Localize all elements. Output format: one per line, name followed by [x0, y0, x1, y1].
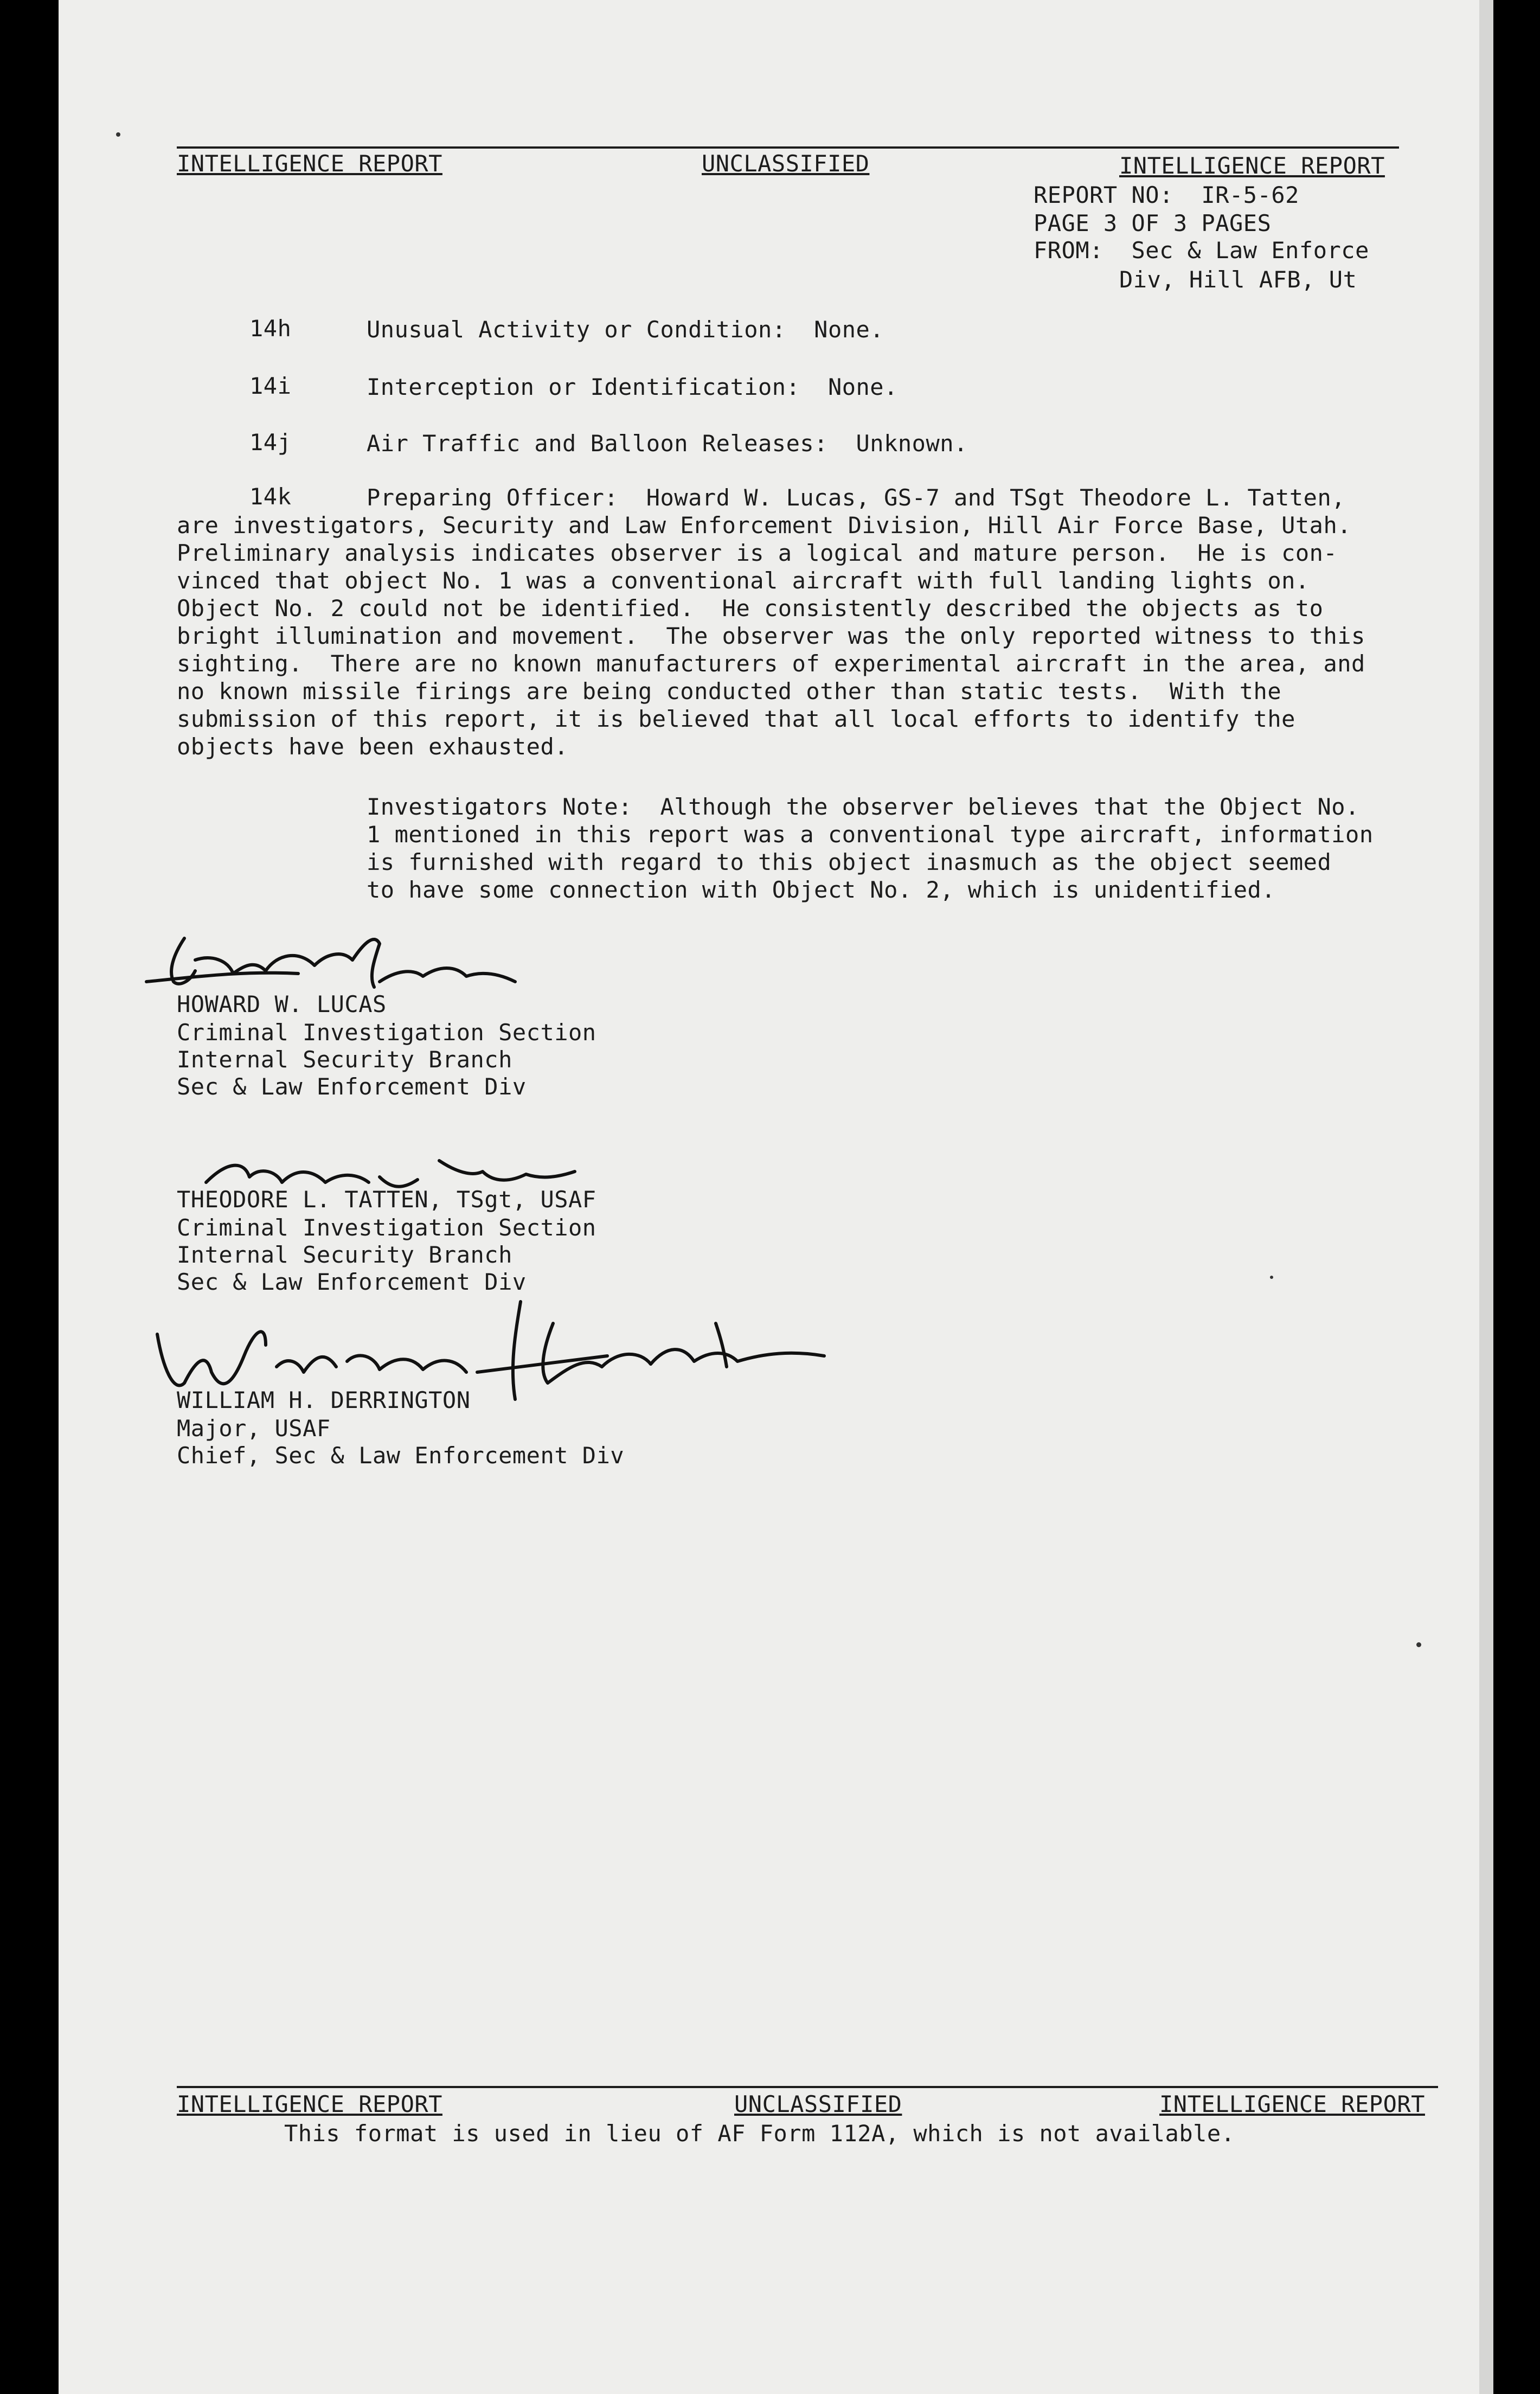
item-text: Air Traffic and Balloon Releases: Unknown.	[367, 430, 968, 457]
from-line-1: FROM: Sec & Law Enforce	[1034, 237, 1369, 264]
paragraph-line: sighting. There are no known manufacturers of experimental aircraft in the area, and	[177, 650, 1365, 677]
paragraph-line: no known missile firings are being conducted other than static tests. With the	[177, 678, 1282, 705]
item-number: 14h	[249, 315, 292, 342]
header-right: INTELLIGENCE REPORT	[1119, 152, 1385, 179]
signer-title: Criminal Investigation Section	[177, 1019, 596, 1046]
note-line: to have some connection with Object No. 2, which is unidentified.	[367, 876, 1276, 903]
paragraph-line: Preliminary analysis indicates observer is a logical and mature person. He is con-	[177, 540, 1338, 566]
paragraph-line: objects have been exhausted.	[177, 733, 569, 760]
header-center: UNCLASSIFIED	[702, 150, 870, 177]
scan-speck	[1416, 1642, 1421, 1647]
signer-title: Sec & Law Enforcement Div	[177, 1269, 527, 1295]
item-number: 14k	[249, 483, 292, 510]
paragraph-line: Preparing Officer: Howard W. Lucas, GS-7 and TSgt Theodore L. Tatten,	[367, 484, 1346, 511]
item-text: Interception or Identification: None.	[367, 374, 898, 400]
paragraph-line: bright illumination and movement. The observer was the only reported witness to this	[177, 623, 1365, 649]
page-edge	[1479, 0, 1493, 2394]
header-left: INTELLIGENCE REPORT	[177, 150, 442, 177]
signer-title: Internal Security Branch	[177, 1046, 512, 1073]
paragraph-line: Object No. 2 could not be identified. He consistently described the objects as to	[177, 595, 1324, 622]
footer-center: UNCLASSIFIED	[734, 2091, 902, 2117]
note-line: is furnished with regard to this object inasmuch as the object seemed	[367, 849, 1332, 875]
footer-left: INTELLIGENCE REPORT	[177, 2091, 442, 2117]
page-count: PAGE 3 OF 3 PAGES	[1034, 210, 1272, 236]
signer-title: Major, USAF	[177, 1415, 331, 1442]
item-number: 14j	[249, 429, 292, 456]
signer-title: Internal Security Branch	[177, 1241, 512, 1268]
footer-rule	[177, 2086, 1438, 2088]
report-number: REPORT NO: IR-5-62	[1034, 182, 1299, 208]
footer-note: This format is used in lieu of AF Form 112A, which is not available.	[284, 2120, 1235, 2147]
signer-name: HOWARD W. LUCAS	[177, 991, 387, 1017]
paragraph-line: are investigators, Security and Law Enforcement Division, Hill Air Force Base, Utah.	[177, 512, 1352, 539]
item-text: Unusual Activity or Condition: None.	[367, 316, 884, 343]
paragraph-line: vinced that object No. 1 was a conventional aircraft with full landing lights on.	[177, 567, 1310, 594]
signer-title: Sec & Law Enforcement Div	[177, 1073, 527, 1100]
header-rule	[177, 146, 1399, 149]
scan-speck	[116, 132, 120, 137]
paragraph-line: submission of this report, it is believed that all local efforts to identify the	[177, 706, 1295, 732]
item-number: 14i	[249, 373, 292, 399]
footer-right: INTELLIGENCE REPORT	[1159, 2091, 1425, 2117]
signer-title: Chief, Sec & Law Enforcement Div	[177, 1442, 625, 1469]
scan-speck	[1270, 1276, 1273, 1279]
note-line: 1 mentioned in this report was a conventional type aircraft, information	[367, 821, 1374, 848]
note-line: Investigators Note: Although the observer believes that the Object No.	[367, 793, 1359, 820]
signer-title: Criminal Investigation Section	[177, 1214, 596, 1241]
signer-name: THEODORE L. TATTEN, TSgt, USAF	[177, 1186, 596, 1213]
from-line-2: Div, Hill AFB, Ut	[1119, 266, 1357, 293]
signer-name: WILLIAM H. DERRINGTON	[177, 1387, 471, 1413]
